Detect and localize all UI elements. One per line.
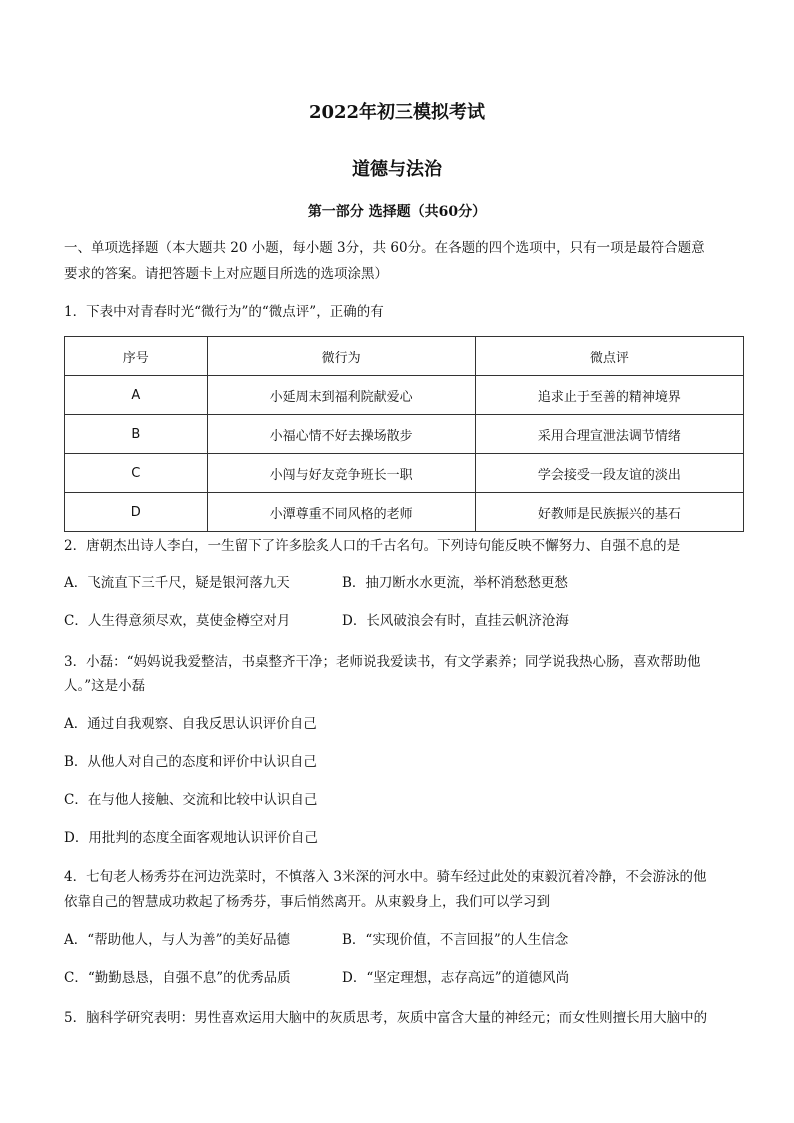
table-cell: A xyxy=(65,376,208,415)
table-cell: D xyxy=(65,493,208,532)
question-2-option-b: B．抽刀断水水更流，举杯消愁愁更愁 xyxy=(342,575,568,591)
question-2-option-a: A．飞流直下三千尺，疑是银河落九天 xyxy=(64,575,290,591)
table-row xyxy=(65,376,744,415)
table-row xyxy=(65,454,744,493)
question-3-stem-line-1: 3．小磊：“妈妈说我爱整洁，书桌整齐干净；老师说我爱读书，有文学素养；同学说我热心肠，喜欢帮助他 xyxy=(64,654,701,670)
table-row xyxy=(65,493,744,532)
question-5-stem-line-1: 5．脑科学研究表明：男性喜欢运用大脑中的灰质思考，灰质中富含大量的神经元；而女性则擅长用大脑中的 xyxy=(64,1010,708,1026)
question-3-option-a: A．通过自我观察、自我反思认识评价自己 xyxy=(64,716,317,732)
table-header-cell: 微点评 xyxy=(475,337,743,376)
table-header-row xyxy=(65,337,744,376)
question-3-option-d: D．用批判的态度全面客观地认识评价自己 xyxy=(64,830,318,846)
question-1-stem: 1．下表中对青春时光“微行为”的“微点评”，正确的有 xyxy=(64,304,384,320)
question-3-stem-line-2: 人。”这是小磊 xyxy=(64,678,146,694)
table-cell: 追求止于至善的精神境界 xyxy=(475,376,743,415)
question-3-option-b: B．从他人对自己的态度和评价中认识自己 xyxy=(64,754,317,770)
question-4-stem-line-1: 4．七旬老人杨秀芬在河边洗菜时，不慎落入 3米深的河水中。骑车经过此处的束毅沉着冷静，不会游泳的他 xyxy=(64,869,707,885)
table-row xyxy=(65,415,744,454)
table-cell: 好教师是民族振兴的基石 xyxy=(475,493,743,532)
section-title: 第一部分 选择题（共60分） xyxy=(307,204,487,220)
question-4-option-c: C．“勤勤恳恳，自强不息”的优秀品质 xyxy=(64,970,291,986)
question-2-option-d: D．长风破浪会有时，直挂云帆济沧海 xyxy=(342,613,569,629)
table-cell: 学会接受一段友谊的淡出 xyxy=(475,454,743,493)
table-cell: B xyxy=(65,415,208,454)
table-cell: 小福心情不好去操场散步 xyxy=(207,415,475,454)
question-4-option-d: D．“坚定理想，志存高远”的道德风尚 xyxy=(342,970,570,986)
instructions-line-2: 要求的答案。请把答题卡上对应题目所选的选项涂黑） xyxy=(64,266,388,282)
table-cell: 小延周末到福利院献爱心 xyxy=(207,376,475,415)
table-cell: 小闯与好友竞争班长一职 xyxy=(207,454,475,493)
table-header-cell: 微行为 xyxy=(207,337,475,376)
question-2-stem: 2．唐朝杰出诗人李白，一生留下了许多脍炙人口的千古名句。下列诗句能反映不懈努力、自强不息的是 xyxy=(64,538,681,554)
subject-title: 道德与法治 xyxy=(352,159,442,180)
instructions-line-1: 一、单项选择题（本大题共 20 小题，每小题 3分，共 60分。在各题的四个选项中，只有一项是最符合题意 xyxy=(64,240,705,256)
question-1-table xyxy=(64,336,744,532)
table-cell: C xyxy=(65,454,208,493)
question-3-option-c: C．在与他人接触、交流和比较中认识自己 xyxy=(64,792,318,808)
table-cell: 小潭尊重不同风格的老师 xyxy=(207,493,475,532)
question-2-option-c: C．人生得意须尽欢，莫使金樽空对月 xyxy=(64,613,291,629)
table-cell: 采用合理宣泄法调节情绪 xyxy=(475,415,743,454)
question-4-stem-line-2: 依靠自己的智慧成功救起了杨秀芬，事后悄然离开。从束毅身上，我们可以学习到 xyxy=(64,894,550,910)
question-4-option-b: B．“实现价值，不言回报”的人生信念 xyxy=(342,932,569,948)
table-header-cell: 序号 xyxy=(65,337,208,376)
question-4-option-a: A．“帮助他人，与人为善”的美好品德 xyxy=(64,932,291,948)
exam-title: 2022年初三模拟考试 xyxy=(308,102,486,123)
